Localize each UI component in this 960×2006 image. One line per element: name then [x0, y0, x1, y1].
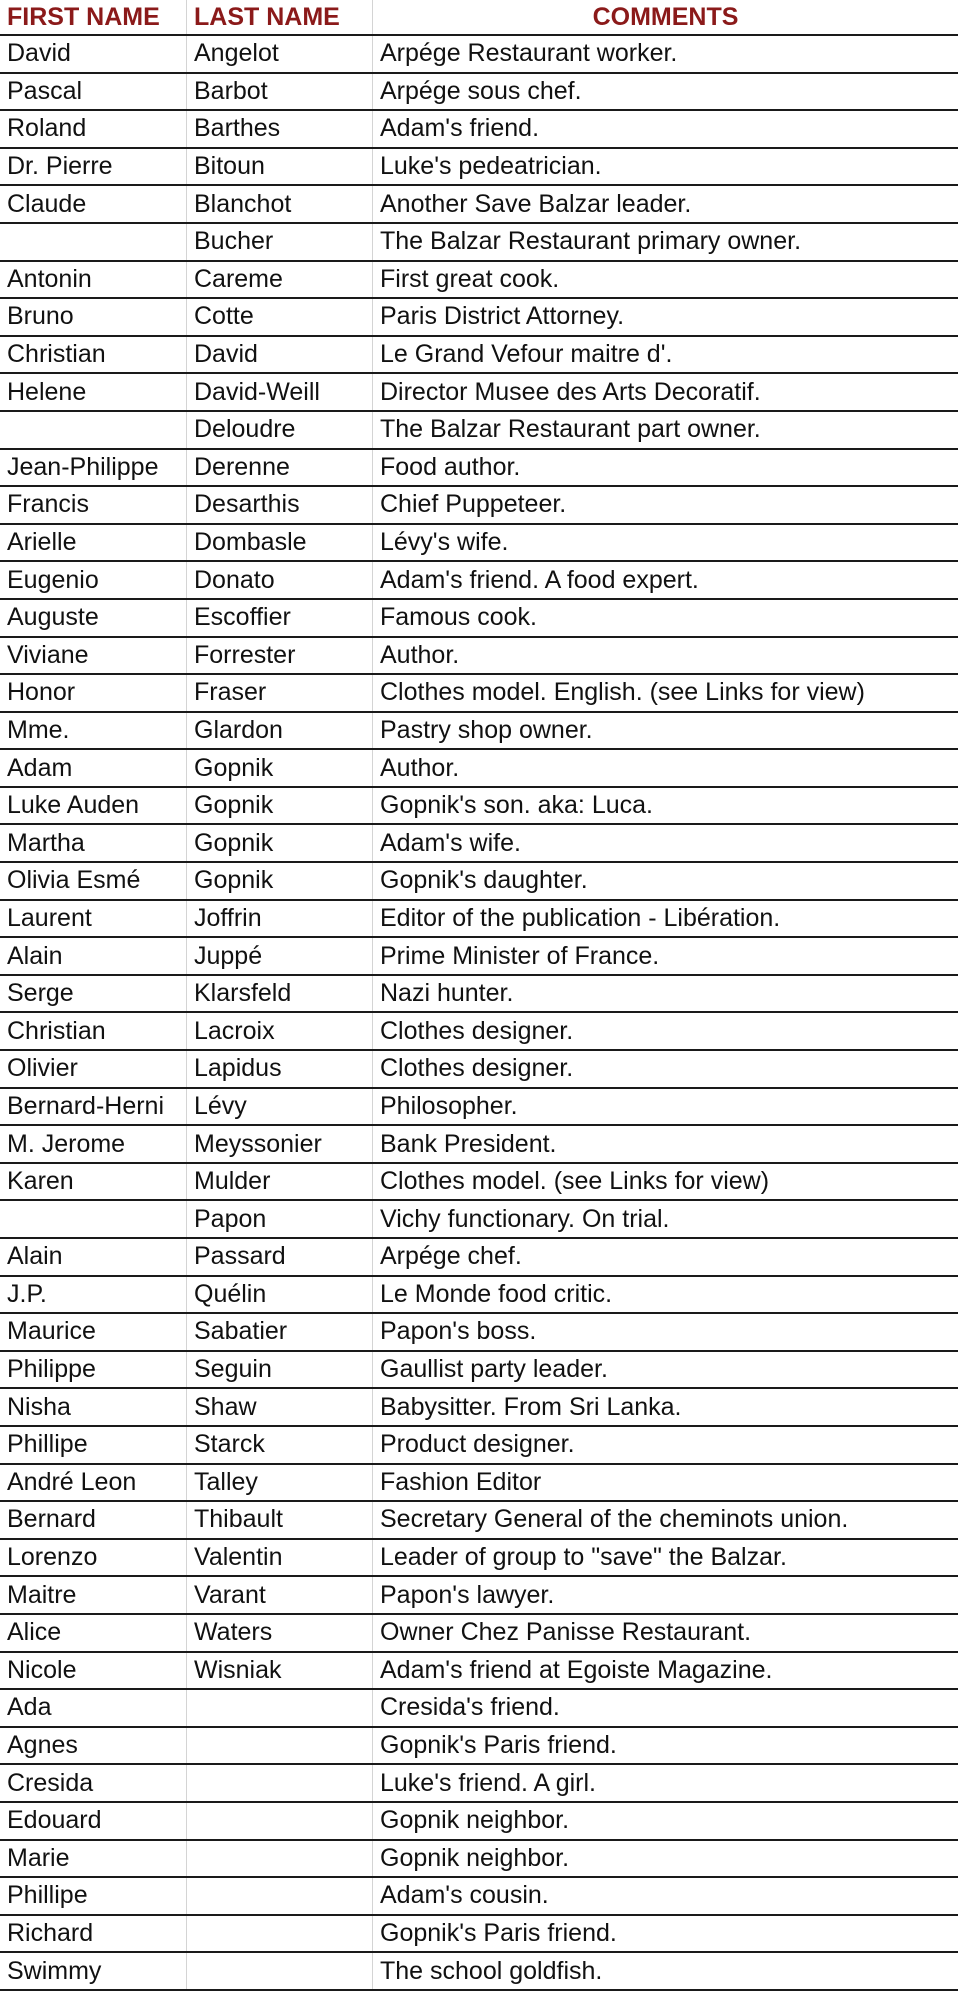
table-row: [0, 1465, 958, 1503]
table-row: [0, 186, 958, 224]
last-name-cell: Bucher: [187, 224, 373, 260]
table-row: [0, 36, 958, 74]
last-name-cell: Glardon: [187, 713, 373, 749]
first-name-cell: Helene: [0, 374, 187, 410]
first-name-cell: Agnes: [0, 1728, 187, 1764]
last-name-cell: Valentin: [187, 1540, 373, 1576]
table-row: [0, 224, 958, 262]
last-name-cell: Meyssonier: [187, 1126, 373, 1162]
table-row: [0, 675, 958, 713]
comment-cell: Arpége chef.: [380, 1242, 522, 1271]
last-name-cell: [187, 1765, 373, 1801]
first-name-cell: Mme.: [0, 713, 187, 749]
first-name-cell: Richard: [0, 1916, 187, 1952]
last-name-cell: Klarsfeld: [187, 976, 373, 1012]
table-row: [0, 1916, 958, 1954]
table-row: [0, 1653, 958, 1691]
first-name-cell: Olivier: [0, 1051, 187, 1087]
last-name-cell: Escoffier: [187, 600, 373, 636]
comment-cell: Papon's boss.: [380, 1317, 537, 1346]
table-row: [0, 1878, 958, 1916]
first-name-cell: Roland: [0, 111, 187, 147]
first-name-cell: [0, 224, 187, 260]
last-name-cell: Talley: [187, 1465, 373, 1501]
comment-cell: The school goldfish.: [380, 1956, 603, 1985]
comment-cell: Pastry shop owner.: [380, 715, 593, 744]
last-name-cell: [187, 1803, 373, 1839]
comment-cell: Le Monde food critic.: [380, 1279, 613, 1308]
table-row: [0, 1427, 958, 1465]
table-row: [0, 1803, 958, 1841]
first-name-cell: [0, 1201, 187, 1237]
comment-cell: Clothes designer.: [380, 1016, 574, 1045]
last-name-cell: [187, 1953, 373, 1989]
last-name-cell: Angelot: [187, 36, 373, 72]
last-name-cell: Gopnik: [187, 788, 373, 824]
comment-cell: Luke's pedeatrician.: [380, 152, 602, 181]
last-name-cell: Passard: [187, 1239, 373, 1275]
table-row: [0, 1953, 958, 1991]
first-name-cell: Bernard-Herni: [0, 1089, 187, 1125]
first-name-cell: Phillipe: [0, 1427, 187, 1463]
first-name-cell: Christian: [0, 337, 187, 373]
table-row: [0, 638, 958, 676]
comment-cell: Arpége sous chef.: [380, 76, 582, 105]
table-row: [0, 600, 958, 638]
table-body: [0, 36, 958, 1991]
first-name-cell: Swimmy: [0, 1953, 187, 1989]
comment-cell: Gopnik's son. aka: Luca.: [380, 791, 653, 820]
comment-cell: Adam's cousin.: [380, 1881, 549, 1910]
table-row: [0, 1389, 958, 1427]
first-name-cell: [0, 412, 187, 448]
last-name-cell: Fraser: [187, 675, 373, 711]
comment-cell: Adam's friend at Egoiste Magazine.: [380, 1655, 773, 1684]
table-header-row: [0, 0, 958, 36]
first-name-cell: M. Jerome: [0, 1126, 187, 1162]
last-name-cell: Juppé: [187, 938, 373, 974]
comment-cell: Le Grand Vefour maitre d'.: [380, 340, 673, 369]
first-name-cell: Viviane: [0, 638, 187, 674]
last-name-cell: Papon: [187, 1201, 373, 1237]
comment-cell: Gopnik's Paris friend.: [380, 1918, 617, 1947]
comment-cell: Bank President.: [380, 1129, 557, 1158]
last-name-cell: Lévy: [187, 1089, 373, 1125]
table-row: [0, 750, 958, 788]
table-row: [0, 1352, 958, 1390]
comment-cell: Secretary General of the cheminots union.: [380, 1505, 849, 1534]
table-row: [0, 938, 958, 976]
table-row: [0, 487, 958, 525]
first-name-cell: Edouard: [0, 1803, 187, 1839]
last-name-cell: Careme: [187, 262, 373, 298]
table-row: [0, 412, 958, 450]
table-row: [0, 863, 958, 901]
comment-cell: Another Save Balzar leader.: [380, 189, 692, 218]
comment-cell: Gopnik neighbor.: [380, 1843, 570, 1872]
last-name-cell: Starck: [187, 1427, 373, 1463]
last-name-cell: Shaw: [187, 1389, 373, 1425]
table-row: [0, 1013, 958, 1051]
comment-cell: Adam's friend.: [380, 114, 540, 143]
first-name-cell: Christian: [0, 1013, 187, 1049]
comment-cell: Vichy functionary. On trial.: [380, 1204, 670, 1233]
comment-cell: Clothes model. English. (see Links for view): [380, 678, 865, 707]
comment-cell: Owner Chez Panisse Restaurant.: [380, 1618, 752, 1647]
last-name-cell: David: [187, 337, 373, 373]
comment-cell: The Balzar Restaurant part owner.: [380, 415, 761, 444]
table-row: [0, 337, 958, 375]
last-name-cell: Mulder: [187, 1164, 373, 1200]
table-row: [0, 901, 958, 939]
first-name-cell: Marie: [0, 1841, 187, 1877]
first-name-cell: Bruno: [0, 299, 187, 335]
first-name-cell: Antonin: [0, 262, 187, 298]
first-name-cell: Alain: [0, 938, 187, 974]
first-name-cell: Laurent: [0, 901, 187, 937]
comment-cell: Adam's wife.: [380, 828, 521, 857]
comment-cell: Leader of group to "save" the Balzar.: [380, 1543, 787, 1572]
first-name-cell: David: [0, 36, 187, 72]
last-name-cell: [187, 1690, 373, 1726]
table-row: [0, 1126, 958, 1164]
last-name-cell: Donato: [187, 562, 373, 598]
first-name-cell: Maitre: [0, 1577, 187, 1613]
table-row: [0, 1314, 958, 1352]
last-name-cell: [187, 1916, 373, 1952]
table-row: [0, 74, 958, 112]
last-name-cell: Bitoun: [187, 149, 373, 185]
last-name-cell: Quélin: [187, 1277, 373, 1313]
first-name-cell: Arielle: [0, 525, 187, 561]
last-name-cell: Thibault: [187, 1502, 373, 1538]
comment-cell: Gopnik's daughter.: [380, 866, 588, 895]
first-name-cell: Dr. Pierre: [0, 149, 187, 185]
first-name-cell: Philippe: [0, 1352, 187, 1388]
first-name-cell: Olivia Esmé: [0, 863, 187, 899]
first-name-cell: Pascal: [0, 74, 187, 110]
comment-cell: Gopnik neighbor.: [380, 1806, 570, 1835]
table-row: [0, 1690, 958, 1728]
header-last-name: LAST NAME: [187, 0, 373, 34]
last-name-cell: Dombasle: [187, 525, 373, 561]
first-name-cell: André Leon: [0, 1465, 187, 1501]
last-name-cell: [187, 1841, 373, 1877]
comment-cell: The Balzar Restaurant primary owner.: [380, 227, 802, 256]
table-row: [0, 1540, 958, 1578]
last-name-cell: David-Weill: [187, 374, 373, 410]
header-comments: COMMENTS: [592, 2, 739, 31]
table-row: [0, 1277, 958, 1315]
first-name-cell: Eugenio: [0, 562, 187, 598]
table-row: [0, 1089, 958, 1127]
comment-cell: Babysitter. From Sri Lanka.: [380, 1392, 682, 1421]
table-row: [0, 976, 958, 1014]
last-name-cell: Barbot: [187, 74, 373, 110]
table-row: [0, 111, 958, 149]
last-name-cell: Waters: [187, 1615, 373, 1651]
last-name-cell: Deloudre: [187, 412, 373, 448]
first-name-cell: Nicole: [0, 1653, 187, 1689]
first-name-cell: Claude: [0, 186, 187, 222]
comment-cell: Product designer.: [380, 1430, 575, 1459]
table-row: [0, 788, 958, 826]
comment-cell: Author.: [380, 640, 460, 669]
last-name-cell: Gopnik: [187, 863, 373, 899]
comment-cell: Food author.: [380, 452, 521, 481]
first-name-cell: Adam: [0, 750, 187, 786]
comment-cell: Prime Minister of France.: [380, 941, 660, 970]
table-row: [0, 1201, 958, 1239]
last-name-cell: Lapidus: [187, 1051, 373, 1087]
table-row: [0, 374, 958, 412]
comment-cell: Chief Puppeteer.: [380, 490, 567, 519]
first-name-cell: Alain: [0, 1239, 187, 1275]
last-name-cell: Derenne: [187, 450, 373, 486]
table-row: [0, 1577, 958, 1615]
first-name-cell: Maurice: [0, 1314, 187, 1350]
table-row: [0, 713, 958, 751]
comment-cell: Adam's friend. A food expert.: [380, 565, 699, 594]
first-name-cell: Honor: [0, 675, 187, 711]
first-name-cell: Bernard: [0, 1502, 187, 1538]
comment-cell: Fashion Editor: [380, 1467, 542, 1496]
first-name-cell: Alice: [0, 1615, 187, 1651]
table-row: [0, 1502, 958, 1540]
last-name-cell: Cotte: [187, 299, 373, 335]
table-row: [0, 562, 958, 600]
table-row: [0, 1728, 958, 1766]
comment-cell: First great cook.: [380, 264, 560, 293]
comment-cell: Cresida's friend.: [380, 1693, 560, 1722]
comment-cell: Nazi hunter.: [380, 979, 514, 1008]
table-row: [0, 1615, 958, 1653]
first-name-cell: Auguste: [0, 600, 187, 636]
first-name-cell: Lorenzo: [0, 1540, 187, 1576]
table-row: [0, 1239, 958, 1277]
comment-cell: Author.: [380, 753, 460, 782]
comment-cell: Papon's lawyer.: [380, 1580, 555, 1609]
last-name-cell: Forrester: [187, 638, 373, 674]
last-name-cell: Sabatier: [187, 1314, 373, 1350]
last-name-cell: Desarthis: [187, 487, 373, 523]
table-row: [0, 149, 958, 187]
first-name-cell: Phillipe: [0, 1878, 187, 1914]
first-name-cell: Ada: [0, 1690, 187, 1726]
table-row: [0, 1765, 958, 1803]
header-first-name: FIRST NAME: [0, 0, 187, 34]
table-row: [0, 1841, 958, 1879]
last-name-cell: Joffrin: [187, 901, 373, 937]
first-name-cell: J.P.: [0, 1277, 187, 1313]
comment-cell: Lévy's wife.: [380, 528, 509, 557]
first-name-cell: Karen: [0, 1164, 187, 1200]
table-row: [0, 525, 958, 563]
last-name-cell: [187, 1728, 373, 1764]
last-name-cell: Gopnik: [187, 750, 373, 786]
comment-cell: Director Musee des Arts Decoratif.: [380, 377, 761, 406]
first-name-cell: Francis: [0, 487, 187, 523]
table-row: [0, 450, 958, 488]
comment-cell: Famous cook.: [380, 603, 538, 632]
comment-cell: Gaullist party leader.: [380, 1355, 608, 1384]
comment-cell: Luke's friend. A girl.: [380, 1768, 597, 1797]
comment-cell: Arpége Restaurant worker.: [380, 39, 678, 68]
last-name-cell: Wisniak: [187, 1653, 373, 1689]
last-name-cell: Barthes: [187, 111, 373, 147]
table-row: [0, 1051, 958, 1089]
first-name-cell: Serge: [0, 976, 187, 1012]
comment-cell: Paris District Attorney.: [380, 302, 625, 331]
last-name-cell: Gopnik: [187, 825, 373, 861]
table-row: [0, 299, 958, 337]
first-name-cell: Luke Auden: [0, 788, 187, 824]
table-row: [0, 262, 958, 300]
first-name-cell: Nisha: [0, 1389, 187, 1425]
last-name-cell: Lacroix: [187, 1013, 373, 1049]
last-name-cell: Varant: [187, 1577, 373, 1613]
table-row: [0, 825, 958, 863]
comment-cell: Philosopher.: [380, 1091, 518, 1120]
comment-cell: Clothes designer.: [380, 1054, 574, 1083]
last-name-cell: [187, 1878, 373, 1914]
comment-cell: Clothes model. (see Links for view): [380, 1167, 770, 1196]
first-name-cell: Martha: [0, 825, 187, 861]
table-row: [0, 1164, 958, 1202]
last-name-cell: Blanchot: [187, 186, 373, 222]
comment-cell: Editor of the publication - Libération.: [380, 903, 781, 932]
first-name-cell: Cresida: [0, 1765, 187, 1801]
comment-cell: Gopnik's Paris friend.: [380, 1731, 617, 1760]
last-name-cell: Seguin: [187, 1352, 373, 1388]
first-name-cell: Jean-Philippe: [0, 450, 187, 486]
